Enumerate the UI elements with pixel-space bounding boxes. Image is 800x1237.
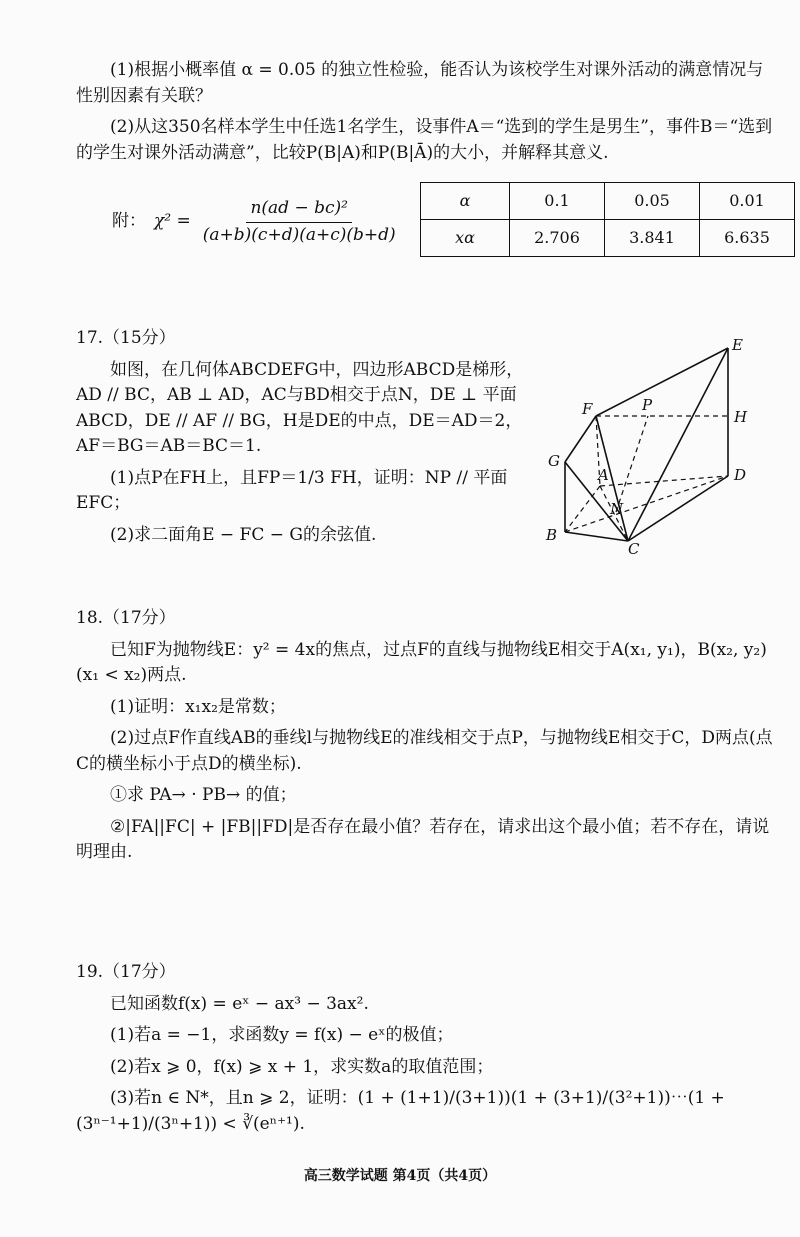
q16-section bbox=[76, 58, 776, 172]
critical-value-table-wrap bbox=[420, 182, 795, 257]
critical-value-table bbox=[420, 182, 795, 257]
table-cell: 0.01 bbox=[700, 183, 795, 220]
chi-square-lhs: χ² = bbox=[154, 211, 191, 232]
q18-stem: 已知F为抛物线E：y² = 4x的焦点，过点F的直线与抛物线E相交于A(x₁, y₁)，B(x₂, y₂)(x₁ < x₂)两点. bbox=[76, 639, 767, 685]
table-cell: 2.706 bbox=[510, 220, 605, 257]
q19-part3: (3)若n ∈ N*，且n ⩾ 2，证明：(1 + (1+1)/(3+1))(1 + (3+1)/(3²+1))⋯(1 + (3ⁿ⁻¹+1)/(3ⁿ+1)) < ∛(eⁿ⁺¹). bbox=[76, 1088, 725, 1134]
label-P: P bbox=[642, 396, 653, 414]
appendix-label: 附： bbox=[112, 211, 146, 232]
table-cell: 0.1 bbox=[510, 183, 605, 220]
q17-stem: 如图，在几何体ABCDEFG中，四边形ABCD是梯形，AD // BC，AB ⊥ AD，AC与BD相交于点N，DE ⊥ 平面ABCD，DE // AF // BG，H是DE的中点，DE＝AD＝2，AF＝BG＝AB＝BC＝1. bbox=[76, 359, 524, 456]
chi-square-denominator: (a+b)(c+d)(a+c)(b+d) bbox=[202, 224, 396, 245]
table-row bbox=[421, 183, 795, 220]
label-A: A bbox=[598, 466, 609, 484]
q18-part1: (1)证明：x₁x₂是常数； bbox=[110, 696, 286, 717]
table-row bbox=[421, 220, 795, 257]
q19-stem: 已知函数f(x) = eˣ − ax³ − 3ax². bbox=[110, 993, 369, 1014]
label-N: N bbox=[610, 500, 624, 518]
q18-part2: (2)过点F作直线AB的垂线l与抛物线E的准线相交于点P，与抛物线E相交于C，D两点(点C的横坐标小于点D的横坐标). bbox=[76, 728, 773, 774]
label-H: H bbox=[734, 408, 748, 426]
q18-heading: 18.（17分） bbox=[76, 608, 176, 628]
table-header-x-alpha: xα bbox=[421, 220, 510, 257]
q19-heading: 19.（17分） bbox=[76, 962, 176, 982]
q17-heading: 17.（15分） bbox=[76, 328, 176, 348]
q17-section bbox=[76, 326, 546, 554]
q19-part2: (2)若x ⩾ 0，f(x) ⩾ x + 1，求实数a的取值范围； bbox=[110, 1056, 494, 1077]
q16-part2: (2)从这350名样本学生中任选1名学生，设事件A＝“选到的学生是男生”，事件B＝“选到的学生对课外活动满意”，比较P(B|A)和P(B|Ā)的大小，并解释其意义. bbox=[76, 117, 773, 163]
q18-section bbox=[76, 606, 776, 872]
q17-part2: (2)求二面角E − FC − G的余弦值. bbox=[110, 524, 377, 545]
table-header-alpha: α bbox=[421, 183, 510, 220]
label-E: E bbox=[732, 336, 743, 354]
label-B: B bbox=[546, 526, 558, 544]
geometry-figure bbox=[538, 336, 778, 556]
table-cell: 0.05 bbox=[605, 183, 700, 220]
label-F: F bbox=[582, 400, 593, 418]
page-footer: 高三数学试题 第4页（共4页） bbox=[303, 1168, 497, 1184]
label-G: G bbox=[548, 452, 560, 470]
table-cell: 6.635 bbox=[700, 220, 795, 257]
q19-part1: (1)若a = −1，求函数y = f(x) − eˣ的极值； bbox=[110, 1025, 454, 1045]
q18-part2-sub1: ①求 PA→ · PB→ 的值； bbox=[110, 785, 297, 805]
chi-square-fraction bbox=[199, 196, 400, 248]
q19-section bbox=[76, 960, 776, 1143]
q17-part1: (1)点P在FH上，且FP＝1/3 FH，证明：NP // 平面EFC； bbox=[76, 467, 508, 513]
table-cell: 3.841 bbox=[605, 220, 700, 257]
q18-part2-sub2: ②|FA||FC| + |FB||FD|是否存在最小值？若存在，请求出这个最小值；若不存在，请说明理由. bbox=[76, 816, 770, 862]
q16-part1: (1)根据小概率值 α = 0.05 的独立性检验，能否认为该校学生对课外活动的满意情况与性别因素有关联？ bbox=[76, 60, 764, 106]
label-C: C bbox=[628, 540, 640, 556]
label-D: D bbox=[734, 466, 747, 484]
chi-square-numerator: n(ad − bc)² bbox=[246, 196, 352, 223]
q16-formula bbox=[112, 196, 400, 248]
